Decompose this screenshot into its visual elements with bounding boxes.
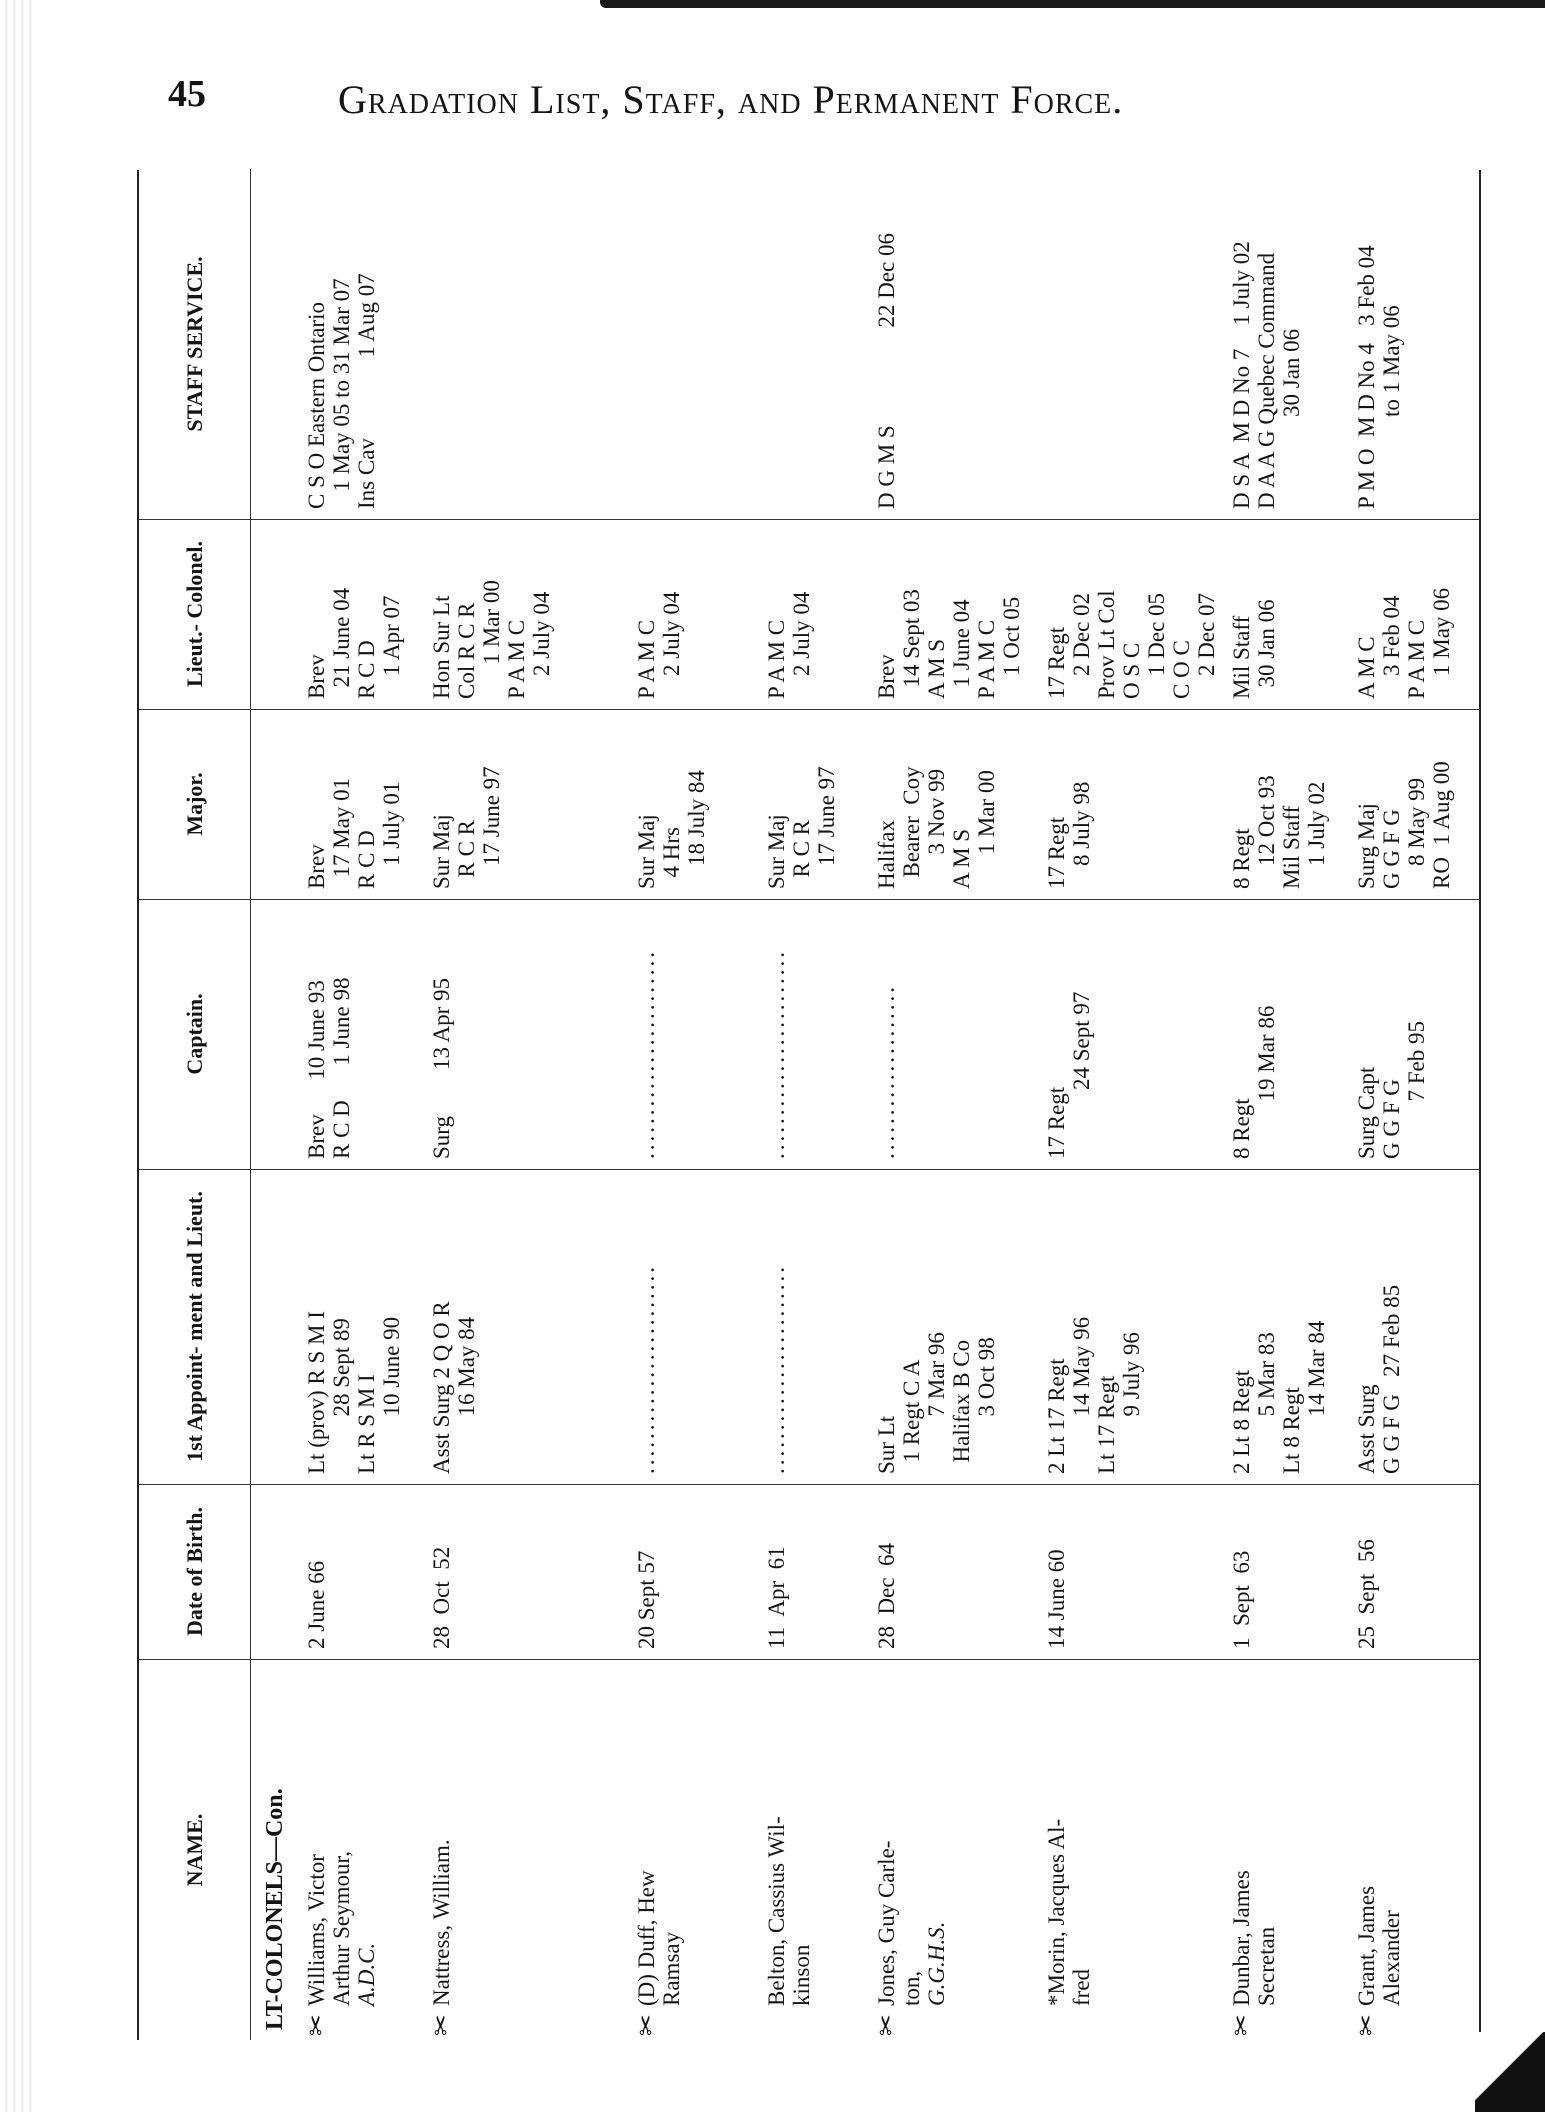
cell-dob: 1 Sept 63 [1229,1550,1254,1649]
cell-dob: 11 Apr 61 [764,1546,789,1649]
cell-captain [634,907,659,1159]
cell-line: G G F G [1379,1079,1404,1159]
cell-line: Mil Staff [1279,805,1304,889]
cell-line: 5 Mar 83 [1254,1332,1279,1474]
cell-line: 17 Regt [1044,626,1069,699]
cell-line: P A M C [764,619,789,699]
column-name [139,1660,1479,2040]
cell-line: to 1 May 06 [1379,305,1404,509]
cell-line: O S C [1119,642,1144,699]
cell-line: 16 May 84 [454,1316,479,1474]
header-lieut-colonel [139,519,251,709]
cell-line: 12 Oct 93 [1254,775,1279,889]
section-label: LT-COLONELS—Con. [262,1788,288,2030]
cell-line: A M S [949,828,974,889]
cell-line: 2 Lt 17 Regt [1044,1358,1069,1474]
cell-line: 1 Oct 05 [999,596,1024,699]
cell-line: Asst Surg 2 Q O R [429,1301,454,1474]
scissors-mark-icon: ✂ [302,2014,331,2036]
cell-line: ........................ [764,949,789,1159]
header-date-of-birth [139,1484,251,1659]
cell-lieut-colonel [764,527,814,699]
cell-line: P A M C [974,619,999,699]
cell-line: 1 June 04 [949,599,974,699]
column-lieut-colonel [139,519,1479,710]
cell-staff-service [304,177,379,509]
name-line: ton, [899,1970,924,2006]
cell-line: ........................ [634,1264,659,1474]
cell-line: C S O Eastern Ontario [304,302,329,509]
cell-line: 2 July 04 [529,591,554,699]
cell-lieut-colonel [304,527,404,699]
cell-line: G G F G [1379,809,1404,889]
cell-line: ........................ [634,949,659,1159]
cell-first-appointment [304,1177,404,1474]
cell-line: Lt 8 Regt [1279,1387,1304,1474]
cell-line: 9 July 96 [1119,1332,1144,1474]
cell-captain [1354,907,1429,1159]
name-honour: A.D.C. [354,1942,379,2006]
cell-line: P M O M D No 4 3 Feb 04 [1354,245,1379,509]
name-line: Williams, Victor [304,1854,329,2006]
cell-line: 30 Jan 06 [1279,328,1304,509]
scissors-mark-icon: ✂ [1352,2014,1381,2036]
cell-staff-service [874,177,899,509]
cell-line: Brev [874,654,899,699]
cell-line: 3 Oct 98 [974,1337,999,1474]
cell-line: 1 May 06 [1429,587,1454,699]
cell-first-appointment [429,1177,479,1474]
column-first-appointment [139,1169,1479,1485]
cell-line: Hon Sur Lt [429,595,454,699]
cell-line: P A M C [504,619,529,699]
cell-line: 1 Apr 07 [379,595,404,699]
name-line: Grant, James [1354,1885,1379,2006]
header-dob-line: Birth. [182,1507,207,1563]
cell-line: D G M S 22 Dec 06 [874,233,899,509]
name-line: Arthur Seymour, [329,1851,354,2006]
cell-line: 7 Mar 96 [924,1332,949,1474]
scissors-mark-icon: ✂ [1227,2014,1256,2036]
cell-line: 2 Lt 8 Regt [1229,1369,1254,1474]
cell-major [634,717,709,889]
cell-line: Sur Maj [634,814,659,889]
cell-line: RO 1 Aug 00 [1429,761,1454,889]
name-line: fred [1069,1968,1094,2006]
header-appt-line: 1st Appoint- [182,1346,207,1462]
cell-line: 14 Sept 03 [899,589,924,699]
cell-lieut-colonel [429,527,554,699]
cell-first-appointment [1044,1177,1144,1474]
cell-line: Brev [304,844,329,889]
cell-line: 10 June 90 [379,1316,404,1474]
cell-major [304,717,404,889]
cell-line: Prov Lt Col [1094,590,1119,699]
cell-captain [874,907,899,1159]
name-line: Alexander [1379,1910,1404,2006]
cell-line: 8 Regt [1229,828,1254,889]
cell-line: D S A M D No 7 1 July 02 [1229,241,1254,509]
cell-line: 4 Hrs [659,827,684,889]
cell-line: 7 Feb 95 [1404,1021,1429,1159]
header-staff-service: STAFF SERVICE. [139,169,251,519]
scissors-mark-icon: ✂ [872,2014,901,2036]
name-line: Jones, Guy Carle- [874,1840,899,2006]
cell-dob: 2 June 66 [304,1560,329,1649]
cell-lieut-colonel [874,527,1024,699]
cell-line: Halifax B Co [949,1339,974,1474]
cell-line: Col R C R [454,602,479,699]
cell-line: Mil Staff [1229,615,1254,699]
cell-line: Brev 10 June 93 [304,980,329,1159]
top-rule [600,0,1545,8]
header-ltcol-line: Colonel. [182,540,207,619]
cell-line: 1 Dec 05 [1144,592,1169,699]
name-honour: G.G.H.S. [924,1921,949,2006]
cell-lieut-colonel [1044,527,1219,699]
cell-line: 21 June 04 [329,587,354,699]
cell-line: 2 July 04 [789,591,814,699]
name-line: Ramsay [659,1931,684,2006]
cell-line: Surg Capt [1354,1066,1379,1159]
scan-margin [0,0,32,2112]
cell-line: 14 Mar 84 [1304,1320,1329,1474]
column-date-of-birth [139,1484,1479,1660]
cell-lieut-colonel [1229,527,1279,699]
cell-line: Bearer Coy [899,766,924,889]
cell-line: A M C [1354,636,1379,699]
header-dob-line: of [182,1568,207,1587]
cell-line: 8 July 98 [1069,781,1094,889]
name-line: *Morin, Jacques Al- [1044,1818,1069,2006]
cell-line: 14 May 96 [1069,1316,1094,1474]
cell-line: 8 May 99 [1404,777,1429,889]
cell-line: 2 July 04 [659,591,684,699]
cell-staff-service [1229,177,1304,509]
cell-line: G G F G 27 Feb 85 [1379,1284,1404,1474]
cell-line: 3 Nov 99 [924,768,949,889]
cell-captain [304,907,354,1159]
cell-line: 17 June 97 [814,766,839,889]
cell-line: P A M C [1404,619,1429,699]
cell-line: 1 July 02 [1304,781,1329,889]
cell-captain [764,907,789,1159]
cell-line: 3 Feb 04 [1379,595,1404,699]
cell-line: Lt 17 Regt [1094,1375,1119,1474]
header-name: NAME. [139,1660,251,2040]
cell-line: R C D 1 June 98 [329,977,354,1159]
name-line: kinson [789,1944,814,2006]
cell-line: 1 Regt C A [899,1359,924,1474]
name-line: Belton, Cassius Wil- [764,1816,789,2006]
cell-line: .................... [874,984,899,1159]
cell-line: 17 June 97 [479,766,504,889]
header-dob-line: Date [182,1591,207,1636]
cell-first-appointment [764,1177,789,1474]
page-corner-shadow [1475,2032,1545,2112]
header-first-appointment [139,1169,251,1484]
cell-line: R C R [789,819,814,889]
cell-major [429,717,504,889]
cell-major [1354,717,1454,889]
scissors-mark-icon: ✂ [632,2014,661,2036]
gradation-table [137,170,1481,2040]
cell-line: 24 Sept 97 [1069,991,1094,1159]
header-major: Major. [139,709,251,899]
header-appt-line: and Lieut. [182,1191,207,1288]
cell-first-appointment [1354,1177,1404,1474]
cell-line: C O C [1169,640,1194,699]
cell-dob: 28 Dec 64 [874,1542,899,1649]
cell-line: 19 Mar 86 [1254,1005,1279,1159]
cell-major [764,717,839,889]
cell-line: Brev [304,654,329,699]
cell-line: 30 Jan 06 [1254,599,1279,699]
cell-line: 18 July 84 [684,770,709,889]
cell-line: P A M C [634,619,659,699]
cell-line: Halifax [874,820,899,889]
cell-line: 2 Dec 07 [1194,592,1219,699]
running-head: Gradation List, Staff, and Permanent Force. [338,77,1124,122]
cell-line: Lt (prov) R S M I [304,1311,329,1474]
cell-line: A M S [924,638,949,699]
cell-line: R C R [454,819,479,889]
column-major [139,709,1479,900]
header-appt-line: ment [182,1293,207,1341]
name-line: (D) Duff, Hew [634,1870,659,2006]
column-staff-service [139,169,1479,520]
cell-first-appointment [874,1177,999,1474]
cell-lieut-colonel [1354,527,1454,699]
cell-lieut-colonel [634,527,684,699]
cell-dob: 28 Oct 52 [429,1546,454,1649]
cell-line: R C D [354,830,379,889]
cell-line: 8 Regt [1229,1098,1254,1159]
cell-dob: 25 Sept 56 [1354,1539,1379,1649]
cell-dob: 20 Sept 57 [634,1550,659,1649]
cell-line: Surg 13 Apr 95 [429,977,454,1159]
cell-line: Sur Maj [429,814,454,889]
cell-first-appointment [634,1177,659,1474]
cell-first-appointment [1229,1177,1329,1474]
gradation-table-rotated [137,170,1477,2040]
scissors-mark-icon: ✂ [427,2014,456,2036]
cell-line: 28 Sept 89 [329,1318,354,1474]
cell-line: Asst Surg [1354,1384,1379,1474]
cell-line: D A A G Quebec Command [1254,252,1279,509]
cell-line: ........................ [764,1264,789,1474]
cell-line: 1 Mar 00 [974,770,999,889]
cell-staff-service [1354,177,1404,509]
cell-captain [429,907,454,1159]
cell-line: 1 Mar 00 [479,580,504,699]
cell-line: Ins Cav 1 Aug 07 [354,273,379,509]
cell-line: Surg Maj [1354,803,1379,889]
cell-major [874,717,999,889]
page-number: 45 [168,73,206,115]
cell-major [1044,717,1094,889]
cell-dob: 14 June 60 [1044,1549,1069,1649]
cell-captain [1044,907,1094,1159]
column-captain [139,899,1479,1170]
name-line: Secretan [1254,1926,1279,2006]
cell-captain [1229,907,1279,1159]
name-line: Nattress, William. [429,1839,454,2006]
cell-line: 2 Dec 02 [1069,592,1094,699]
cell-line: Lt R S M I [354,1374,379,1474]
cell-major [1229,717,1329,889]
header-ltcol-line: Lieut.- [182,624,207,688]
cell-line: Sur Lt [874,1415,899,1474]
cell-line: R C D [354,640,379,699]
cell-line: 17 Regt [1044,1086,1069,1159]
cell-line: 17 May 01 [329,777,354,889]
cell-line: 1 May 05 to 31 Mar 07 [329,278,354,509]
name-line: Dunbar, James [1229,1870,1254,2006]
cell-line: 1 July 01 [379,781,404,889]
cell-line: Sur Maj [764,814,789,889]
cell-line: 17 Regt [1044,816,1069,889]
header-captain: Captain. [139,899,251,1169]
